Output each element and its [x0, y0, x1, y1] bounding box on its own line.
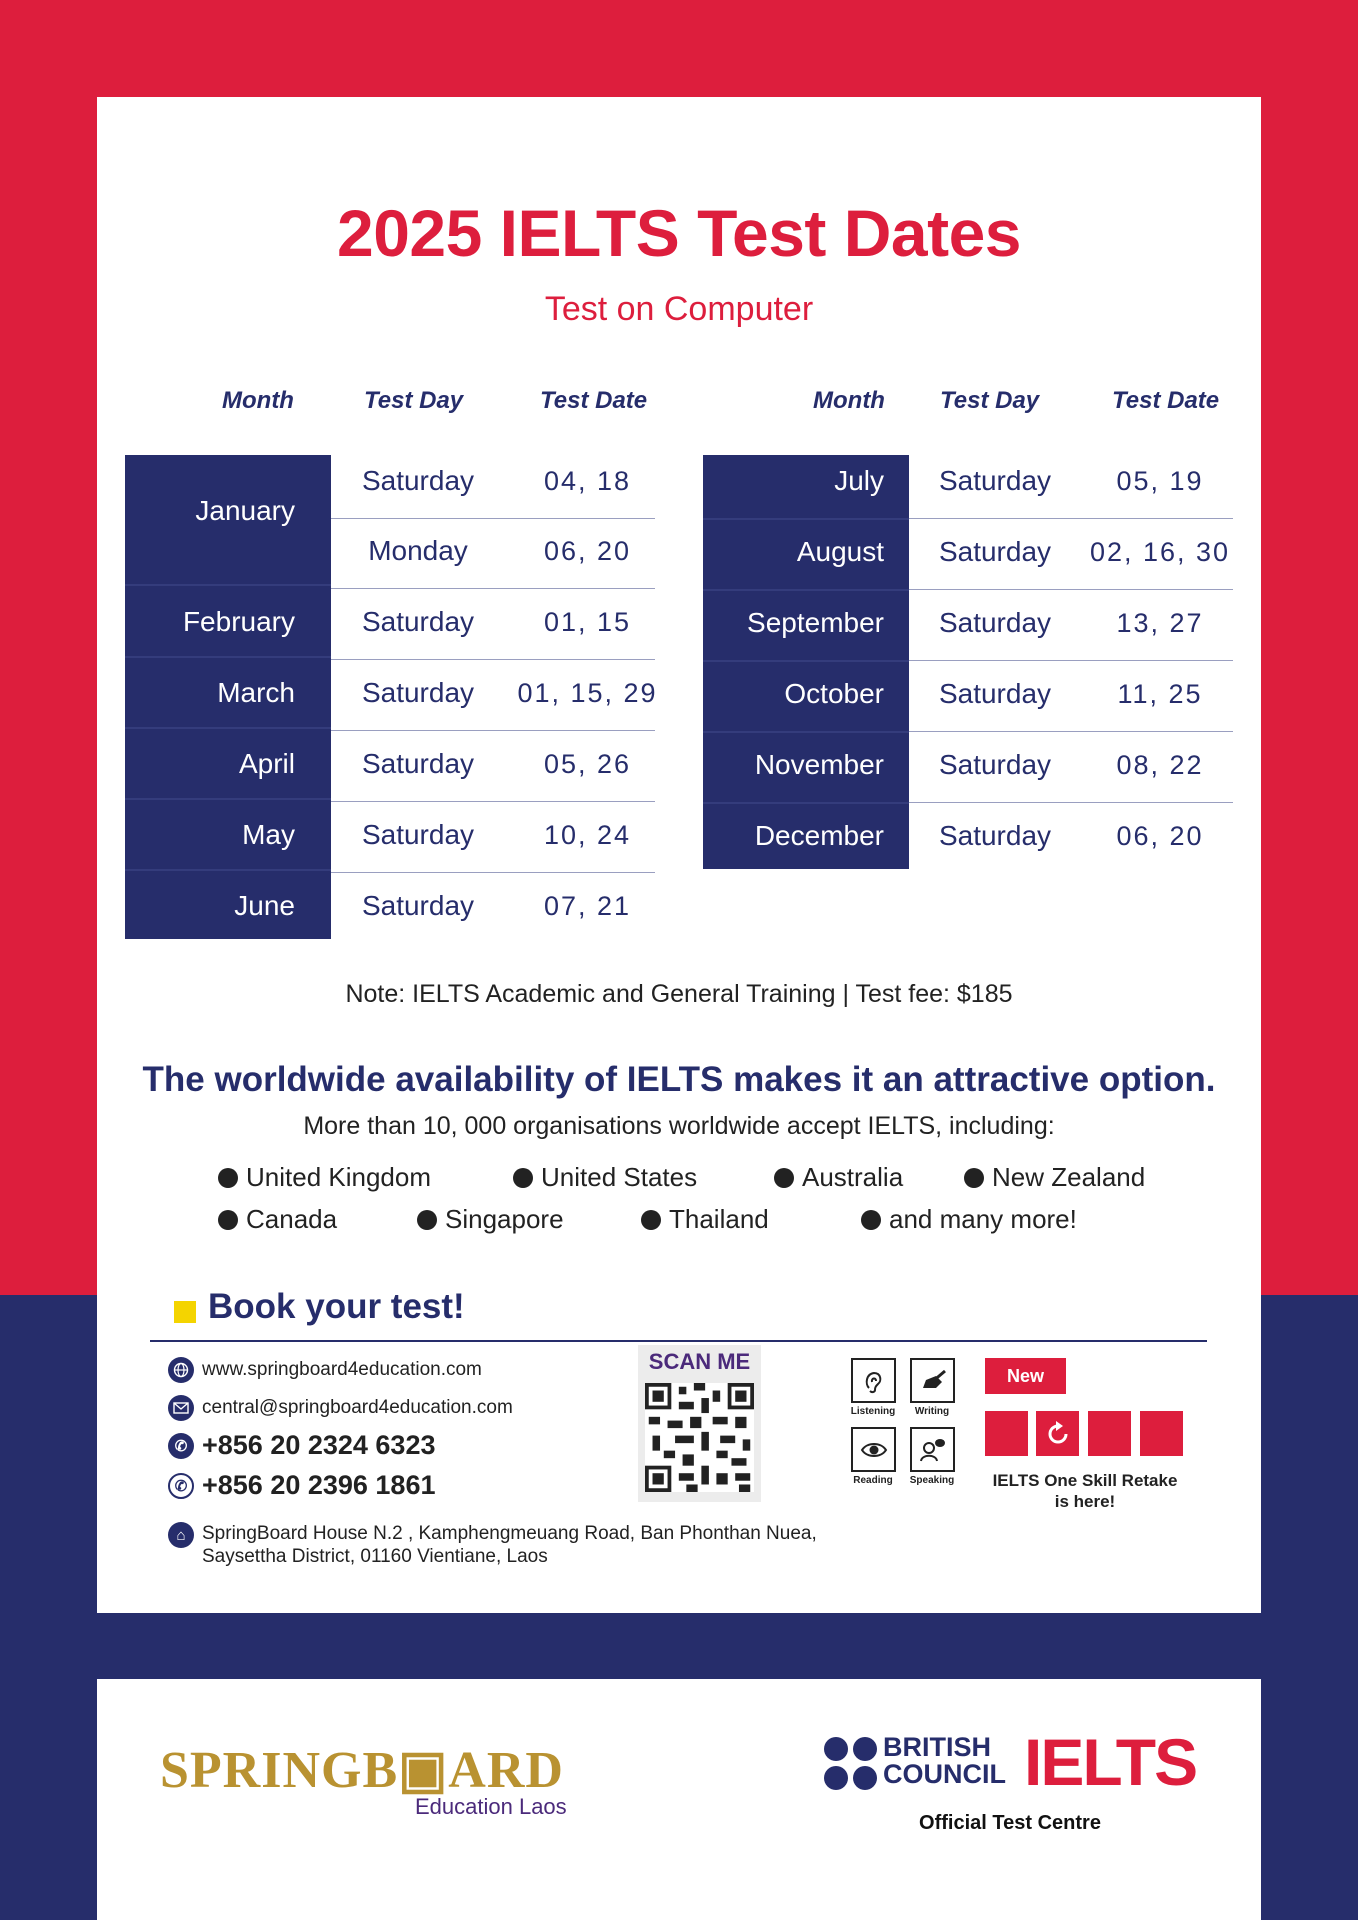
day-cell: Saturday	[938, 749, 1052, 780]
row-divider	[331, 659, 655, 660]
retake-refresh-icon	[1036, 1411, 1079, 1456]
whatsapp-link[interactable]: ✆ +856 20 2396 1861	[168, 1470, 435, 1501]
month-divider	[703, 660, 909, 662]
british-council-logo: BRITISH COUNCIL	[883, 1732, 1006, 1789]
bullet-icon	[641, 1210, 661, 1230]
day-cell: Monday	[368, 535, 468, 566]
address: SpringBoard House N.2 , Kamphengmeuang Road, Ban Phonthan Nuea, Saysettha District, 01160 Vientiane, Laos	[202, 1523, 817, 1567]
speaking-icon	[910, 1427, 955, 1472]
right-header-test-day: Test Day	[940, 387, 1040, 414]
date-cell: 08, 22	[1116, 750, 1204, 780]
bullet-icon	[861, 1210, 881, 1230]
reading-icon	[851, 1427, 896, 1472]
month-cell: January	[195, 495, 295, 526]
date-cell: 06, 20	[543, 536, 632, 566]
day-cell: Saturday	[361, 465, 475, 496]
date-cell: 05, 26	[543, 749, 632, 779]
row-divider	[909, 518, 1233, 519]
country-item: Thailand	[641, 1204, 769, 1235]
day-cell: Saturday	[361, 606, 475, 637]
book-title: Book your test!	[208, 1287, 465, 1326]
ielts-logo: IELTS	[1024, 1725, 1197, 1799]
listening-icon	[851, 1358, 896, 1403]
bullet-icon	[218, 1168, 238, 1188]
row-divider	[909, 731, 1233, 732]
date-cell: 11, 25	[1117, 679, 1203, 709]
tagline: The worldwide availability of IELTS makes it an attractive option.	[142, 1060, 1216, 1099]
day-cell: Saturday	[938, 607, 1052, 638]
date-cell: 10, 24	[543, 820, 632, 850]
yellow-square-icon	[174, 1301, 196, 1323]
scan-label: SCAN ME	[648, 1349, 751, 1374]
date-cell: 07, 21	[543, 891, 632, 921]
qr-panel[interactable]	[638, 1345, 761, 1502]
month-divider	[703, 589, 909, 591]
writing-icon	[910, 1358, 955, 1403]
month-divider	[703, 802, 909, 804]
left-header-test-day: Test Day	[364, 387, 464, 414]
month-divider	[125, 798, 331, 800]
phone-icon: ✆	[168, 1433, 194, 1459]
day-cell: Saturday	[361, 890, 475, 921]
month-divider	[703, 731, 909, 733]
country-item: Singapore	[417, 1204, 564, 1235]
retake-square	[985, 1411, 1028, 1456]
month-cell: February	[182, 606, 295, 637]
month-cell: August	[796, 536, 884, 567]
springboard-sub: Education Laos	[415, 1794, 567, 1819]
day-cell: Saturday	[938, 536, 1052, 567]
month-divider	[125, 727, 331, 729]
row-divider	[331, 872, 655, 873]
bullet-icon	[417, 1210, 437, 1230]
envelope-icon	[168, 1395, 194, 1421]
country-item: United Kingdom	[218, 1162, 431, 1193]
retake-square	[1140, 1411, 1183, 1456]
month-divider	[703, 518, 909, 520]
month-divider	[125, 869, 331, 871]
retake-text: IELTS One Skill Retake is here!	[992, 1471, 1178, 1511]
month-cell: December	[754, 820, 884, 851]
row-divider	[909, 589, 1233, 590]
day-cell: Saturday	[938, 678, 1052, 709]
day-cell: Saturday	[938, 465, 1052, 496]
month-cell: October	[784, 678, 884, 709]
bullet-icon	[513, 1168, 533, 1188]
skill-label: Listening	[850, 1406, 896, 1417]
country-item: and many more!	[861, 1204, 1077, 1235]
springboard-logo: SPRINGB▣ARD	[160, 1742, 564, 1799]
row-divider	[331, 730, 655, 731]
website-link[interactable]: www.springboard4education.com	[168, 1357, 482, 1383]
accept-text: More than 10, 000 organisations worldwide accept IELTS, including:	[303, 1112, 1055, 1140]
right-header-month: Month	[813, 387, 885, 414]
country-item: New Zealand	[964, 1162, 1145, 1193]
date-cell: 04, 18	[543, 466, 632, 496]
page-subtitle: Test on Computer	[544, 290, 814, 328]
month-cell: June	[234, 890, 295, 921]
bullet-icon	[774, 1168, 794, 1188]
country-item: Australia	[774, 1162, 903, 1193]
fee-note: Note: IELTS Academic and General Training | Test fee: $185	[345, 980, 1013, 1008]
date-cell: 05, 19	[1116, 466, 1204, 496]
left-header-month: Month	[222, 387, 294, 414]
date-cell: 01, 15	[543, 607, 632, 637]
bullet-icon	[218, 1210, 238, 1230]
country-item: United States	[513, 1162, 697, 1193]
book-divider	[150, 1340, 1207, 1342]
new-badge: New	[985, 1358, 1066, 1394]
country-item: Canada	[218, 1204, 337, 1235]
home-icon: ⌂	[168, 1522, 194, 1548]
globe-icon	[168, 1357, 194, 1383]
retake-square	[1088, 1411, 1131, 1456]
row-divider	[909, 802, 1233, 803]
left-header-test-date: Test Date	[540, 387, 648, 414]
skill-label: Speaking	[909, 1475, 955, 1486]
row-divider	[331, 518, 655, 519]
right-header-test-date: Test Date	[1112, 387, 1220, 414]
date-cell: 02, 16, 30	[1089, 537, 1231, 567]
month-cell: April	[238, 748, 295, 779]
date-cell: 06, 20	[1116, 821, 1204, 851]
skill-label: Writing	[914, 1406, 950, 1417]
month-cell: November	[754, 749, 884, 780]
day-cell: Saturday	[361, 748, 475, 779]
date-cell: 01, 15, 29	[517, 678, 658, 708]
email-link[interactable]: central@springboard4education.com	[168, 1395, 513, 1421]
month-cell: May	[242, 819, 295, 850]
month-cell: September	[747, 607, 884, 638]
skill-label: Reading	[853, 1475, 893, 1486]
bullet-icon	[964, 1168, 984, 1188]
month-cell: July	[834, 465, 884, 496]
month-divider	[125, 584, 331, 586]
day-cell: Saturday	[361, 677, 475, 708]
day-cell: Saturday	[361, 819, 475, 850]
row-divider	[909, 660, 1233, 661]
month-cell: March	[217, 677, 295, 708]
row-divider	[331, 801, 655, 802]
month-divider	[125, 656, 331, 658]
official-test-centre: Official Test Centre	[919, 1812, 1101, 1834]
qr-code-icon[interactable]	[645, 1383, 754, 1492]
phone-link[interactable]: ✆ +856 20 2324 6323	[168, 1430, 435, 1461]
row-divider	[331, 588, 655, 589]
whatsapp-icon: ✆	[168, 1473, 194, 1499]
date-cell: 13, 27	[1116, 608, 1204, 638]
british-council-dots-icon	[823, 1736, 879, 1792]
day-cell: Saturday	[938, 820, 1052, 851]
page-title: 2025 IELTS Test Dates	[336, 196, 1021, 270]
